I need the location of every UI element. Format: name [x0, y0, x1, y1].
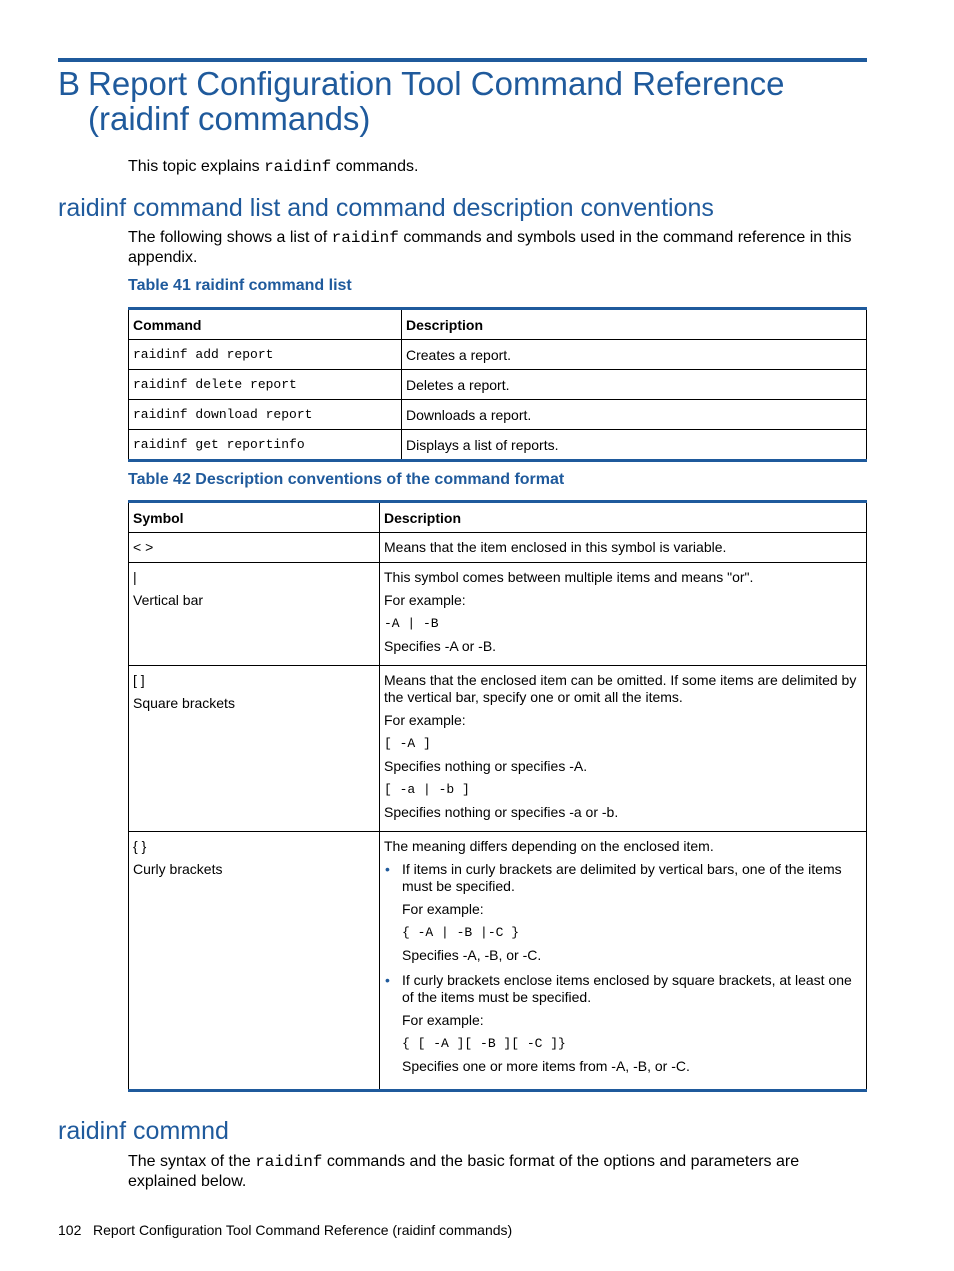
column-header-symbol: Symbol [129, 502, 380, 533]
bullet-text: If curly brackets enclose items enclosed by square brackets, at least one of the items must be specified. [402, 972, 852, 1005]
conventions-table [128, 500, 867, 1092]
description-cell [380, 666, 867, 832]
example-result: Specifies -A or -B. [384, 638, 497, 654]
symbol-name: Square brackets [133, 695, 235, 711]
chapter-title-text: Report Configuration Tool Command Reference (raidinf commands) [88, 65, 785, 137]
symbol-cell [129, 563, 380, 666]
section2-text-before: The syntax of the [128, 1153, 256, 1170]
section1-text-before: The following shows a list of [128, 229, 332, 246]
table-row [129, 400, 867, 430]
for-example-label: For example: [402, 1012, 484, 1028]
example-code: -A | -B [384, 616, 439, 631]
section1-text-after: commands and symbols used in the command reference in this appendix. [128, 229, 852, 266]
description-cell: Downloads a report. [402, 400, 867, 430]
table-header-row [129, 309, 867, 340]
column-header-command: Command [129, 309, 402, 340]
command-cell: raidinf get reportinfo [129, 430, 402, 461]
table-row [129, 430, 867, 461]
description-text: This symbol comes between multiple items and means "or". [384, 569, 754, 585]
list-item [385, 861, 862, 964]
page-number: 102 [58, 1222, 82, 1238]
section2-paragraph [128, 1152, 858, 1192]
intro-text-before: This topic explains [128, 158, 265, 175]
example-code: [ -a | -b ] [384, 782, 470, 797]
example-code: { -A | -B |-C } [402, 925, 520, 940]
chapter-rule [58, 58, 867, 62]
intro-paragraph [128, 157, 418, 177]
symbol: < > [133, 539, 154, 555]
list-item [385, 972, 862, 1075]
column-header-description: Description [402, 309, 867, 340]
table-row [129, 533, 867, 563]
description-text: Means that the enclosed item can be omitted. If some items are delimited by the vertical bar, specify one or omit all the items. [384, 672, 857, 705]
example-result: Specifies nothing or specifies -a or -b. [384, 804, 619, 820]
symbol: [ ] [133, 672, 145, 688]
symbol: | [133, 569, 137, 585]
table-header-row [129, 502, 867, 533]
chapter-letter: B [58, 65, 81, 102]
section-heading-raidinf-commnd: raidinf commnd [58, 1117, 229, 1145]
table-row [129, 666, 867, 832]
symbol: { } [133, 838, 147, 854]
description-cell [380, 563, 867, 666]
description-cell: Creates a report. [402, 340, 867, 370]
command-cell: raidinf add report [129, 340, 402, 370]
bullet-icon: • [385, 972, 390, 988]
command-cell: raidinf download report [129, 400, 402, 430]
table-row [129, 563, 867, 666]
table-row [129, 370, 867, 400]
table41-caption: Table 41 raidinf command list [128, 277, 352, 294]
example-code: { [ -A ][ -B ][ -C ]} [402, 1036, 566, 1051]
symbol-cell [129, 832, 380, 1091]
table-row [129, 832, 867, 1091]
intro-text-after: commands. [331, 158, 419, 175]
intro-code: raidinf [264, 158, 332, 176]
section2-text-after: commands and the basic format of the options and parameters are explained below. [128, 1153, 800, 1190]
description-cell: Displays a list of reports. [402, 430, 867, 461]
symbol-cell [129, 666, 380, 832]
footer-text: Report Configuration Tool Command Reference (raidinf commands) [93, 1222, 513, 1238]
page-footer [58, 1222, 512, 1238]
example-result: Specifies one or more items from -A, -B, or -C. [402, 1058, 690, 1074]
section2-code: raidinf [255, 1153, 323, 1171]
description-cell [380, 832, 867, 1091]
for-example-label: For example: [384, 592, 466, 608]
example-code: [ -A ] [384, 736, 431, 751]
column-header-description: Description [380, 502, 867, 533]
section1-paragraph [128, 228, 858, 268]
description-cell [380, 533, 867, 563]
symbol-cell [129, 533, 380, 563]
description-text: The meaning differs depending on the enclosed item. [384, 838, 714, 854]
section-heading-conventions: raidinf command list and command description conventions [58, 194, 714, 222]
description-cell: Deletes a report. [402, 370, 867, 400]
symbol-name: Vertical bar [133, 592, 204, 608]
bullet-icon: • [385, 861, 390, 877]
table-row [129, 340, 867, 370]
command-list-table [128, 307, 867, 462]
bullet-list [384, 861, 862, 1075]
example-result: Specifies -A, -B, or -C. [402, 947, 542, 963]
command-cell: raidinf delete report [129, 370, 402, 400]
section1-code: raidinf [331, 229, 399, 247]
description-text: Means that the item enclosed in this symbol is variable. [384, 539, 727, 555]
symbol-name: Curly brackets [133, 861, 223, 877]
bullet-text: If items in curly brackets are delimited by vertical bars, one of the items must be specified. [402, 861, 842, 894]
example-result: Specifies nothing or specifies -A. [384, 758, 588, 774]
for-example-label: For example: [402, 901, 484, 917]
table42-caption: Table 42 Description conventions of the command format [128, 471, 565, 488]
chapter-title [58, 66, 858, 136]
for-example-label: For example: [384, 712, 466, 728]
